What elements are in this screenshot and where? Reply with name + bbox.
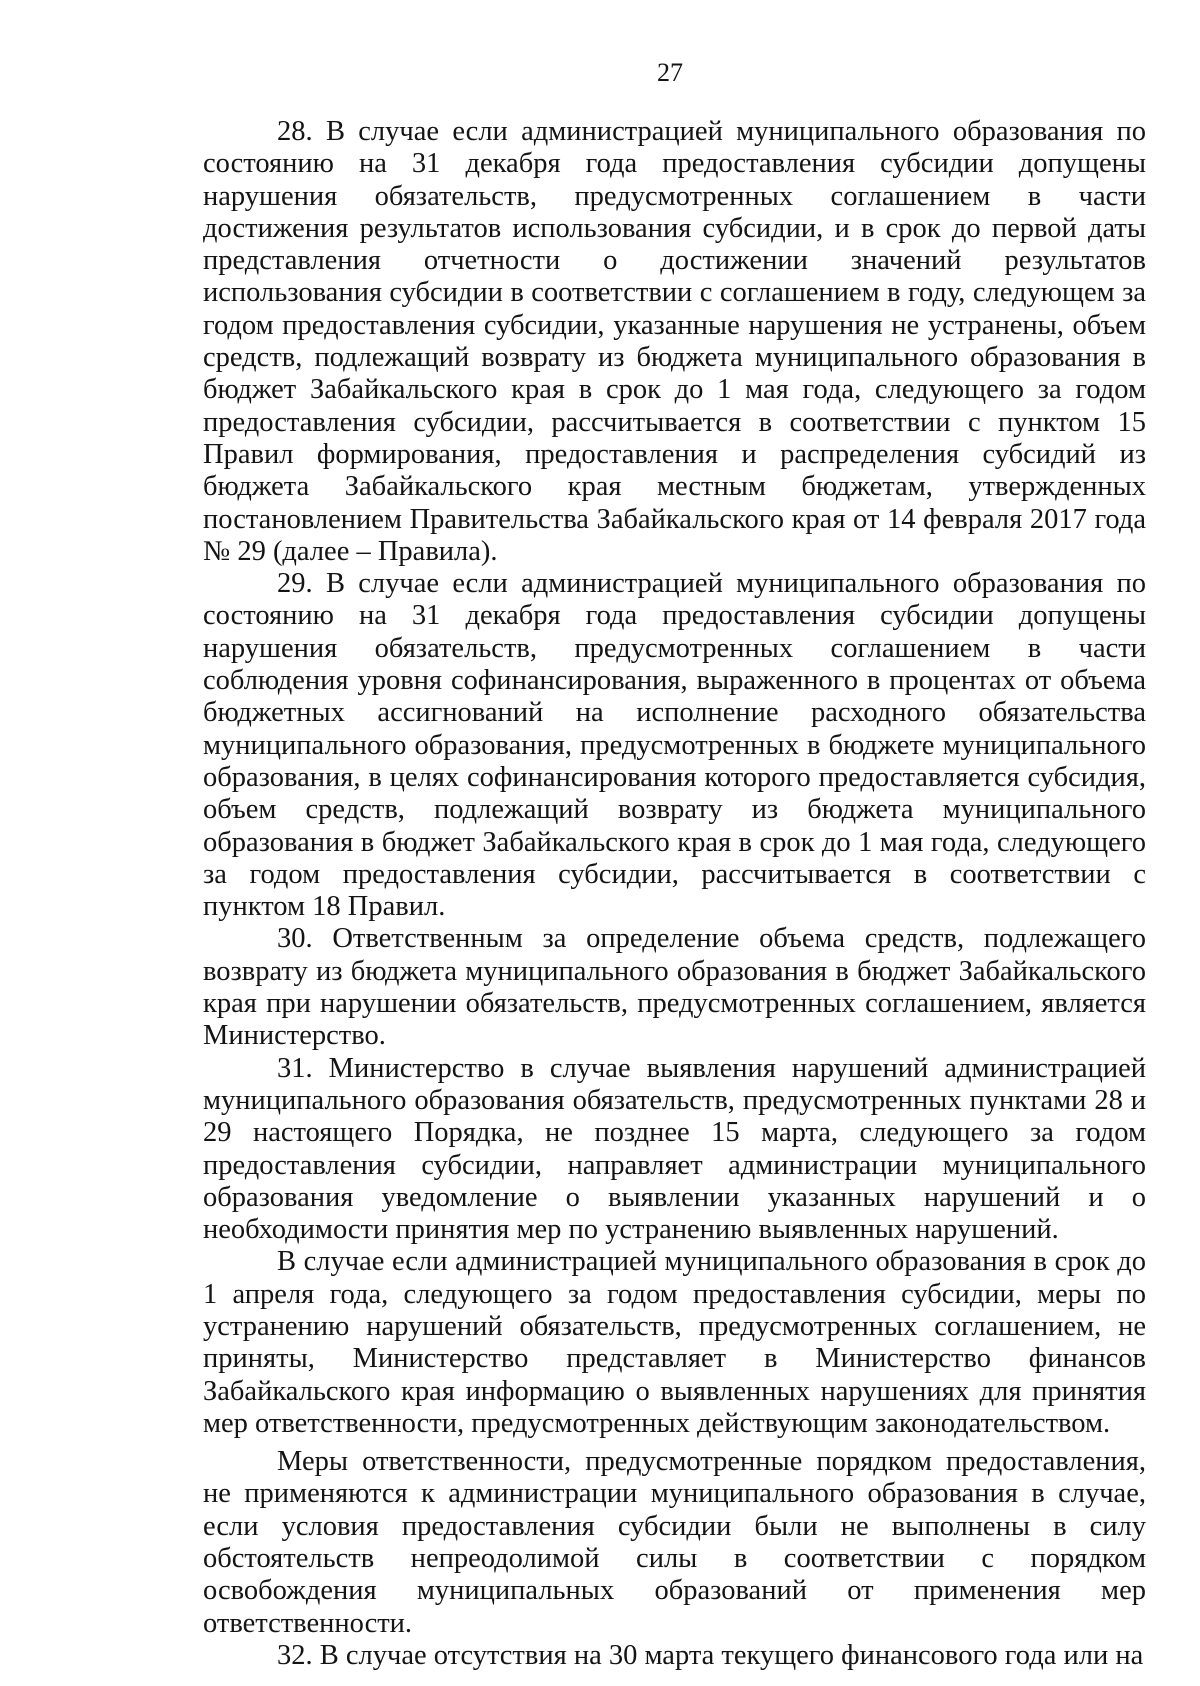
paragraph-30: 30. Ответственным за определение объема средств, подлежащего возврату из бюджета муниципального образования в бюджет Забайкальского края при нарушении обязательств, предусмотренных соглашением, является Министерство. — [203, 923, 1146, 1052]
paragraph-28: 28. В случае если администрацией муниципального образования по состоянию на 31 декабря года предоставления субсидии допущены нарушения обязательств, предусмотренных соглашением в части достижения результатов использования субсидии, и в срок до первой даты представления отчетности о достижении значений результатов использования субсидии в соответствии с соглашением в году, следующем за годом предоставления субсидии, указанные нарушения не устранены, объем средств, подлежащий возврату из бюджета муниципального образования в бюджет Забайкальского края в срок до 1 мая года, следующего за годом предоставления субсидии, рассчитывается в соответствии с пунктом 15 Правил формирования, предоставления и распределения субсидий из бюджета Забайкальского края местным бюджетам, утвержденных постановлением Правительства Забайкальского края от 14 февраля 2017 года № 29 (далее – Правила). — [203, 116, 1146, 567]
paragraph-32: 32. В случае отсутствия на 30 марта текущего финансового года или на — [277, 1639, 1144, 1671]
paragraph-31: 31. Министерство в случае выявления нарушений администрацией муниципального образования обязательств, предусмотренных пунктами 28 и 29 настоящего Порядка, не позднее 15 марта, следующего за годом предоставления субсидии, направляет администрации муниципального образования уведомление о выявлении указанных нарушений и о необходимости принятия мер по устранению выявленных нарушений. — [203, 1052, 1146, 1246]
paragraph-29: 29. В случае если администрацией муниципального образования по состоянию на 31 декабря года предоставления субсидии допущены нарушения обязательств, предусмотренных соглашением в части соблюдения уровня софинансирования, выраженного в процентах от объема бюджетных ассигнований на исполнение расходного обязательства муниципального образования, предусмотренных в бюджете муниципального образования, в целях софинансирования которого предоставляется субсидия, объем средств, подлежащий возврату из бюджета муниципального образования в бюджет Забайкальского края в срок до 1 мая года, следующего за годом предоставления субсидии, рассчитывается в соответствии с пунктом 18 Правил. — [203, 568, 1146, 923]
paragraph-responsibility-exemption: Меры ответственности, предусмотренные порядком предоставления, не применяются к администрации муниципального образования в случае, если условия предоставления субсидии были не выполнены в силу обстоятельств непреодолимой силы в соответствии с порядком освобождения муниципальных образований от применения мер ответственности. — [203, 1446, 1146, 1639]
page-number: 27 — [657, 58, 683, 87]
paragraph-31-continuation: В случае если администрацией муниципального образования в срок до 1 апреля года, следующего за годом предоставления субсидии, меры по устранению нарушений обязательств, предусмотренных соглашением, не приняты, Министерство представляет в Министерство финансов Забайкальского края информацию о выявленных нарушениях для принятия мер ответственности, предусмотренных действующим законодательством. — [203, 1246, 1146, 1439]
document-body — [203, 116, 1146, 1672]
